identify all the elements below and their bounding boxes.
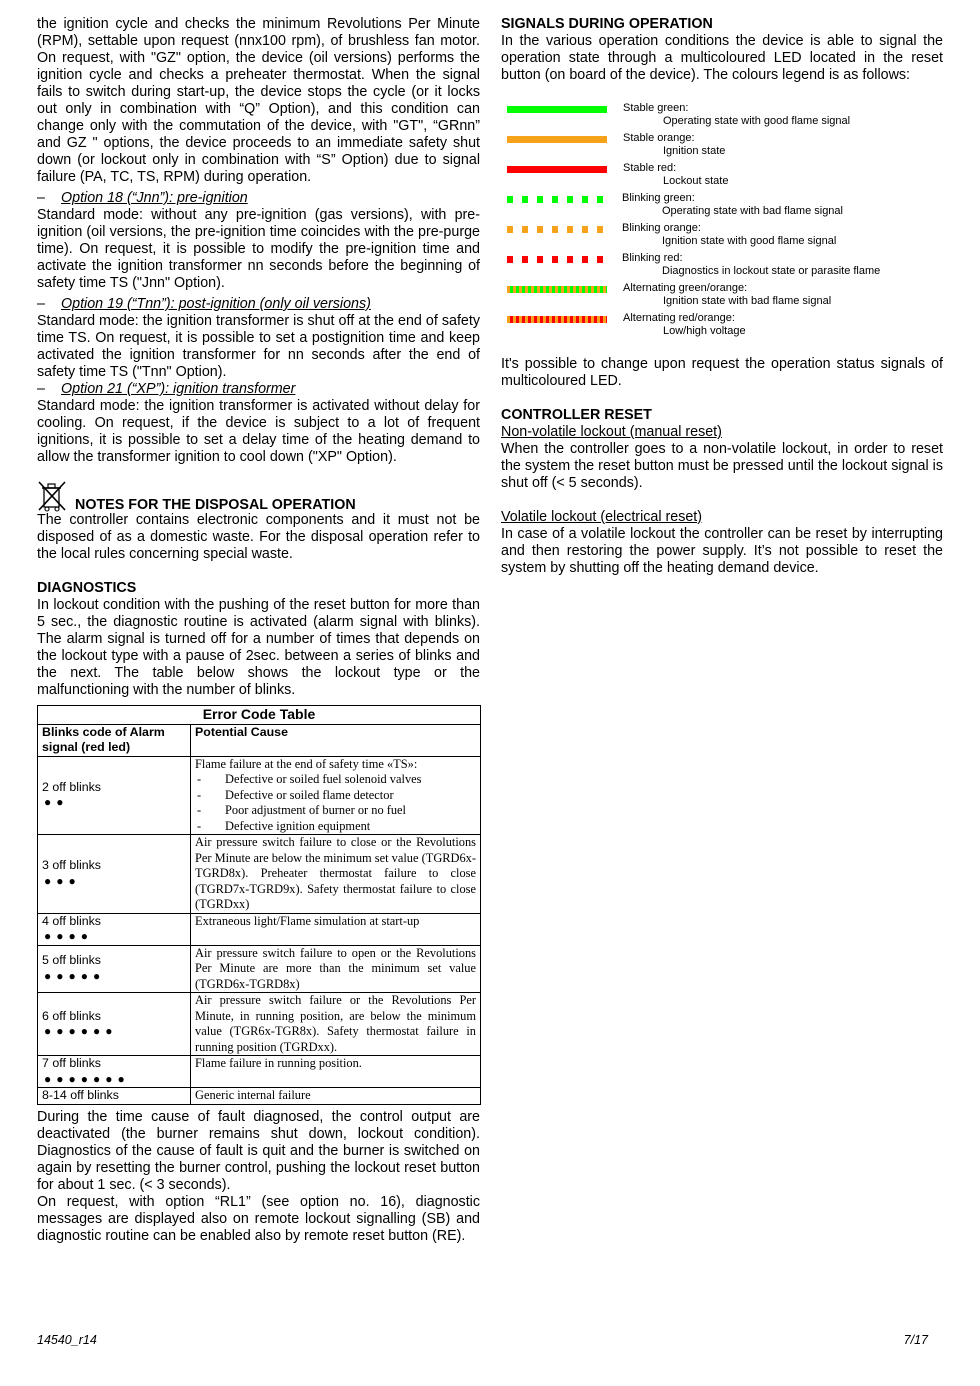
led-color-swatch [507,256,606,263]
table-row: 5 off blinks ●●●●● Air pressure switch failure to open or the Revolutions Per Minute are more than the minimum set value (TGRD6x-TGRD8x) [38,945,481,993]
led-color-swatch [507,166,607,173]
disposal-text: The controller contains electronic components and it must not be disposed of as a domestic waste. For the disposal operation refer to the local rules concerning special waste. [37,512,480,562]
legend-state-name: Stable orange: [623,132,695,144]
legend-state-description: Operating state with good flame signal [663,115,851,127]
legend-row [501,252,943,282]
legend-row [501,312,943,342]
legend-state-description: Operating state with bad flame signal [662,205,843,217]
option-18-heading: – Option 18 (“Jnn”): pre-ignition [37,190,248,206]
led-color-swatch [507,196,606,203]
option-19-title: Option 19 (“Tnn”): post-ignition (only oil versions) [61,296,371,312]
legend-row [501,192,943,222]
column-header-blinks: Blinks code of Alarm signal (red led) [38,724,191,756]
table-row: 3 off blinks ●●● Air pressure switch failure to close or the Revolutions Per Minute are below the minimum set value (TGRD6x-TGRD8x). Preheater thermostat failure to close (TGRD7x-TGRD9x). Safety thermostat failure to close (TGRDxx) [38,835,481,914]
page-number: 7/17 [903,1333,928,1347]
option-21-heading: – Option 21 (“XP”): ignition transformer [37,381,296,397]
legend-row [501,132,943,162]
led-color-swatch [507,316,607,323]
list-item: - Defective or soiled flame detector [195,788,476,804]
change-signals-text: It's possible to change upon request the operation status signals of multicoloured LED. [501,356,943,389]
legend-row [501,282,943,312]
volatile-lockout-title: Volatile lockout (electrical reset) [501,509,703,525]
blink-dots: ●●● [44,873,81,888]
option-19-text: Standard mode: the ignition transformer is shut off at the end of safety time TS. On request, it is possible to set a postignition time and keep activated the ignition transformer for nn seconds after the end of safety time TS ("Tnn" Option). [37,313,480,380]
disposal-heading [37,480,480,512]
disposal-title: NOTES FOR THE DISPOSAL OPERATION [75,497,356,513]
legend-state-description: Diagnostics in lockout state or parasite flame [662,265,881,277]
option-21-text: Standard mode: the ignition transformer is activated without delay for cooling. On request, if the device is subject to a lot of frequent ignitions, it is possible to set a delay time of the heating demand to allow the transformer ignition to cool down ("XP" Option). [37,398,480,465]
list-item: - Defective or soiled fuel solenoid valves [195,772,476,788]
blink-dots: ●●●● [44,929,93,943]
signals-text: In the various operation conditions the device is able to signal the operation state through a multicoloured LED located in the reset button (on board of the device). The colours legend is as follows: [501,33,943,83]
legend-row [501,102,943,132]
legend-state-description: Ignition state with bad flame signal [663,295,832,307]
diagnostics-title: DIAGNOSTICS [37,580,137,596]
led-color-swatch [507,226,606,233]
crossed-bin-icon [37,480,67,512]
legend-state-description: Lockout state [663,175,729,187]
led-color-swatch [507,286,607,293]
after-table-text-1: During the time cause of fault diagnosed, the control output are deactivated (the burner remains shut down, lockout condition). Diagnostics of the cause of fault is quit and the burner is switched on again by resetting the burner control, pushing the lockout reset button for about 1 sec. (< 3 seconds). [37,1108,480,1193]
volatile-lockout-text: In case of a volatile lockout the controller can be reset by interrupting and then restoring the power supply. It’s not possible to reset the system by shutting off the heating demand device. [501,526,943,576]
table-row: 4 off blinks ●●●● Extraneous light/Flame simulation at start-up [38,913,481,945]
table-row: 7 off blinks ●●●●●●● Flame failure in running position. [38,1056,481,1088]
controller-reset-title: CONTROLLER RESET [501,407,652,423]
option-21-title: Option 21 (“XP”): ignition transformer [61,381,296,397]
table-row: 8-14 off blinks Generic internal failure [38,1088,481,1105]
blink-dots: ●●●●●●● [44,1071,130,1086]
option-18-title: Option 18 (“Jnn”): pre-ignition [61,190,248,206]
blink-dots: ●●●●● [44,968,106,983]
legend-state-name: Blinking orange: [622,222,701,234]
led-color-swatch [507,106,607,113]
legend-state-name: Alternating red/orange: [623,312,735,324]
legend-state-description: Ignition state with good flame signal [662,235,837,247]
after-table-text-2: On request, with option “RL1” (see option no. 16), diagnostic messages are displayed also on remote lockout signalling (SB) and diagnostic routine can be enabled also by remote reset button (RE). [37,1193,480,1244]
legend-row [501,222,943,252]
legend-state-description: Ignition state [663,145,726,157]
signals-title: SIGNALS DURING OPERATION [501,16,713,32]
table-caption: Error Code Table [38,706,481,725]
led-legend [501,102,943,342]
table-row: 2 off blinks ●● Flame failure at the end of safety time «TS»: - Defective or soiled fuel solenoid valves - Defective or soiled flame detector - Poor adjustment of burner or no fuel - Defective ignition equipment [38,756,481,835]
legend-state-name: Stable green: [623,102,689,114]
nonvolatile-lockout-title: Non-volatile lockout (manual reset) [501,424,722,440]
legend-state-name: Blinking green: [622,192,695,204]
legend-state-name: Stable red: [623,162,677,174]
column-header-cause: Potential Cause [191,724,481,756]
intro-paragraph: the ignition cycle and checks the minimum Revolutions Per Minute (RPM), settable upon request (nnx100 rpm), of brushless fan motor. On request, with "GZ" option, the device (oil versions) performs the ignition cycle and checks a preheater thermostat. When the signal fails to switch during start-up, the device stops the cycle (or it locks out only in combination with “Q” Option), and this condition can change only with the commutation of the device, with "GT", “GRnn” and GZ " options, the device proceeds to an immediate safety shut down (or lockout only in combination with “S” Option) due to signal failure (PA, TC, TS, RPM) during operation. [37,16,480,185]
legend-row [501,162,943,192]
list-item: - Defective ignition equipment [195,819,476,835]
diagnostics-text: In lockout condition with the pushing of the reset button for more than 5 sec., the diagnostic routine is activated (alarm signal with blinks). The alarm signal is turned off for a number of times that depends on the lockout type with a pause of 2sec. between a series of blinks and the next. The table below shows the lockout type or the malfunctioning with the number of blinks. [37,597,480,698]
legend-state-name: Alternating green/orange: [623,282,748,294]
list-item: - Poor adjustment of burner or no fuel [195,803,476,819]
option-19-heading: – Option 19 (“Tnn”): post-ignition (only oil versions) [37,296,371,312]
document-code: 14540_r14 [37,1333,97,1347]
right-column [501,16,943,577]
nonvolatile-lockout-text: When the controller goes to a non-volatile lockout, in order to reset the system the reset button must be pressed until the lockout signal is shut off (< 5 seconds). [501,441,943,491]
table-row: 6 off blinks ●●●●●● Air pressure switch failure or the Revolutions Per Minute, in running position, are below the minimum value (TGR6x-TGR8x). Safety thermostat failure in running position (TGRDxx). [38,993,481,1056]
led-color-swatch [507,136,607,143]
option-18-text: Standard mode: without any pre-ignition (gas versions), with pre-ignition (oil versions, the pre-ignition time coincides with the pre-purge time). On request, it is possible to modify the pre-ignition time and activate the ignition transformer nn seconds before the beginning of safety time TS ("Jnn" Option). [37,207,480,291]
legend-state-name: Blinking red: [622,252,683,264]
legend-state-description: Low/high voltage [663,325,746,337]
left-column [37,16,480,1245]
blink-dots: ●● [44,795,69,810]
blink-dots: ●●●●●● [44,1024,118,1038]
error-code-table [37,705,481,1105]
